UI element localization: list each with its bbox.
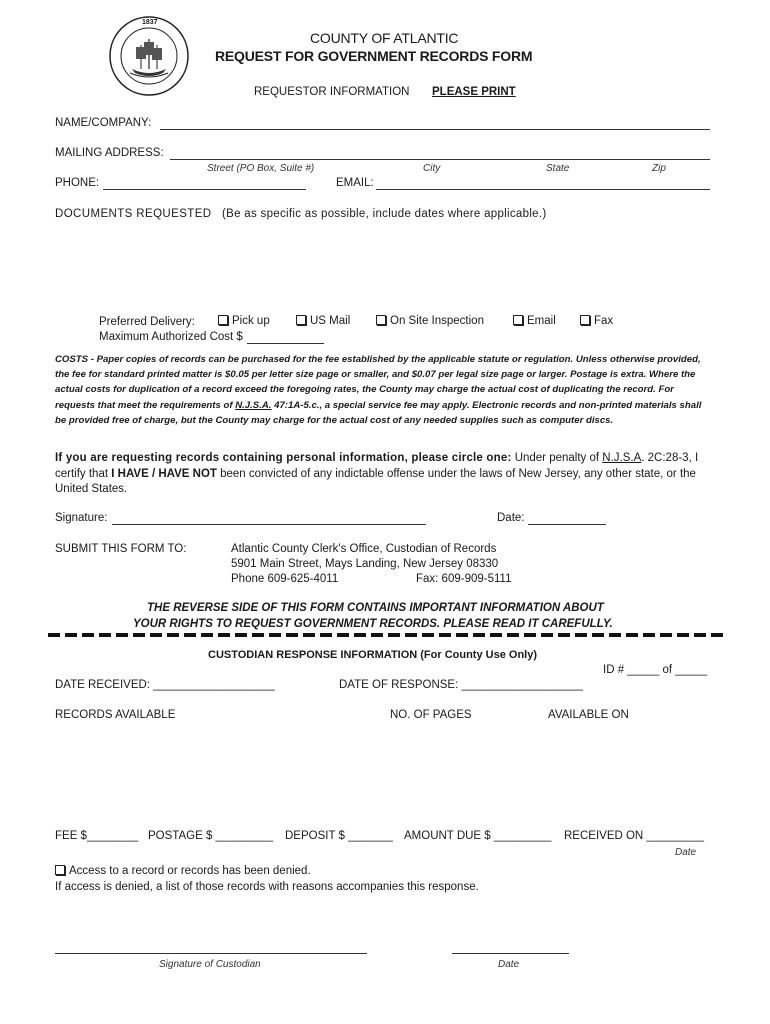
phone-label: PHONE: <box>55 177 100 189</box>
cut-line-divider <box>48 633 728 637</box>
custodian-id[interactable]: ID # _____ of _____ <box>603 664 708 676</box>
custodian-date-field[interactable] <box>452 953 569 954</box>
street-caption: Street (PO Box, Suite #) <box>207 163 315 174</box>
signature-field[interactable] <box>112 524 426 525</box>
access-denied-note: If access is denied, a list of those records with reasons accompanies this response. <box>55 881 479 893</box>
date-of-response[interactable]: DATE OF RESPONSE: ___________________ <box>339 679 583 691</box>
city-caption: City <box>423 163 441 174</box>
delivery-usmail-checkbox[interactable] <box>296 315 350 327</box>
preferred-delivery-label: Preferred Delivery: <box>99 316 195 328</box>
checkbox-icon <box>55 865 65 875</box>
received-on-date-caption: Date <box>675 847 697 858</box>
checkbox-icon <box>296 315 306 325</box>
delivery-onsite-checkbox[interactable] <box>376 315 484 327</box>
form-title: REQUEST FOR GOVERNMENT RECORDS FORM <box>215 48 533 64</box>
date-received[interactable]: DATE RECEIVED: ___________________ <box>55 679 275 691</box>
max-cost-label: Maximum Authorized Cost $ <box>99 331 243 343</box>
submit-address: 5901 Main Street, Mays Landing, New Jersey 08330 <box>231 558 499 570</box>
postage-field[interactable]: POSTAGE $ _________ <box>148 830 274 842</box>
reverse-notice-line2: YOUR RIGHTS TO REQUEST GOVERNMENT RECORDS. PLEASE READ IT CAREFULLY. <box>133 618 613 630</box>
mailing-address-label: MAILING ADDRESS: <box>55 147 164 159</box>
phone-field[interactable] <box>103 189 306 190</box>
zip-caption: Zip <box>652 163 666 174</box>
delivery-fax-checkbox[interactable] <box>580 315 613 327</box>
delivery-fax-label: Fax <box>594 315 614 327</box>
documents-requested-label: DOCUMENTS REQUESTED <box>55 208 212 220</box>
delivery-email-label: Email <box>527 315 556 327</box>
max-cost-field[interactable] <box>247 343 324 344</box>
deposit-field[interactable]: DEPOSIT $ _______ <box>285 830 393 842</box>
documents-requested-hint: (Be as specific as possible, include dates where applicable.) <box>222 208 547 220</box>
county-seal <box>108 15 190 100</box>
delivery-email-checkbox[interactable] <box>513 315 556 327</box>
county-name: COUNTY OF ATLANTIC <box>310 30 459 46</box>
please-print: PLEASE PRINT <box>432 86 516 98</box>
custodian-heading: CUSTODIAN RESPONSE INFORMATION (For County Use Only) <box>208 649 537 661</box>
amount-due-field[interactable]: AMOUNT DUE $ _________ <box>404 830 552 842</box>
state-caption: State <box>546 163 570 174</box>
seal-year: 1837 <box>142 19 158 26</box>
checkbox-icon <box>580 315 590 325</box>
delivery-onsite-label: On Site Inspection <box>390 315 484 327</box>
name-company-label: NAME/COMPANY: <box>55 117 152 129</box>
submit-office: Atlantic County Clerk's Office, Custodian of Records <box>231 543 497 555</box>
submit-fax: Fax: 609-909-5111 <box>416 573 512 585</box>
njsa-citation: N.J.S.A. <box>235 399 272 411</box>
available-on-label: AVAILABLE ON <box>548 709 629 721</box>
delivery-usmail-label: US Mail <box>310 315 351 327</box>
name-company-field[interactable] <box>160 129 710 130</box>
delivery-pickup-checkbox[interactable] <box>218 315 270 327</box>
submit-label: SUBMIT THIS FORM TO: <box>55 543 187 555</box>
records-available-label: RECORDS AVAILABLE <box>55 709 176 721</box>
email-label: EMAIL: <box>336 177 374 189</box>
option-have-not[interactable]: HAVE NOT <box>158 467 217 480</box>
delivery-pickup-label: Pick up <box>232 315 270 327</box>
certification-paragraph: If you are requesting records containing personal information, please circle one: Under penalty of N.J.S.A. 2C:28-3, I certify that I HAVE / HAVE NOT been convicted of any indictable offense under the laws of New Jersey, any other state, or the United States. <box>55 452 699 495</box>
costs-paragraph: COSTS - Paper copies of records can be purchased for the fee established by the applicable statute or regulation. Unless otherwise provided, the fee for standard printed matter is $0.05 per letter size page or smaller, and $0.07 per legal size page or larger. Postage is extra. Where the actual costs for duplication of a record exceed the foregoing rates, the County may charge the actual cost of duplicating the record. For requests that meet the requirements of N.J.S.A. 47:1A-5.c., a special service fee may apply. Electronic records and non-printed materials shall be provided free of charge, but the County may charge for the actual cost of any needed supplies such as computer discs. <box>55 354 702 426</box>
signature-label: Signature: <box>55 512 108 524</box>
option-i-have[interactable]: I HAVE <box>111 467 149 480</box>
requestor-info-heading: REQUESTOR INFORMATION <box>254 86 410 98</box>
documents-requested-area[interactable] <box>55 228 710 308</box>
custodian-signature-field[interactable] <box>55 953 367 954</box>
access-denied-checkbox[interactable] <box>55 865 311 877</box>
submit-phone: Phone 609-625-4011 <box>231 573 339 585</box>
checkbox-icon <box>513 315 523 325</box>
signature-date-label: Date: <box>497 512 525 524</box>
certify-lead: If you are requesting records containing personal information, please circle one: <box>55 452 512 464</box>
signature-date-field[interactable] <box>528 524 606 525</box>
email-field[interactable] <box>376 189 710 190</box>
mailing-address-field[interactable] <box>170 159 710 160</box>
num-pages-label: NO. OF PAGES <box>390 709 472 721</box>
reverse-notice-line1: THE REVERSE SIDE OF THIS FORM CONTAINS IMPORTANT INFORMATION ABOUT <box>147 602 604 614</box>
custodian-date-caption: Date <box>498 959 520 970</box>
checkbox-icon <box>218 315 228 325</box>
fee-field[interactable]: FEE $________ <box>55 830 139 842</box>
access-denied-label: Access to a record or records has been denied. <box>69 865 311 877</box>
received-on-field[interactable]: RECEIVED ON _________ <box>564 830 704 842</box>
custodian-signature-caption: Signature of Custodian <box>159 959 261 970</box>
checkbox-icon <box>376 315 386 325</box>
